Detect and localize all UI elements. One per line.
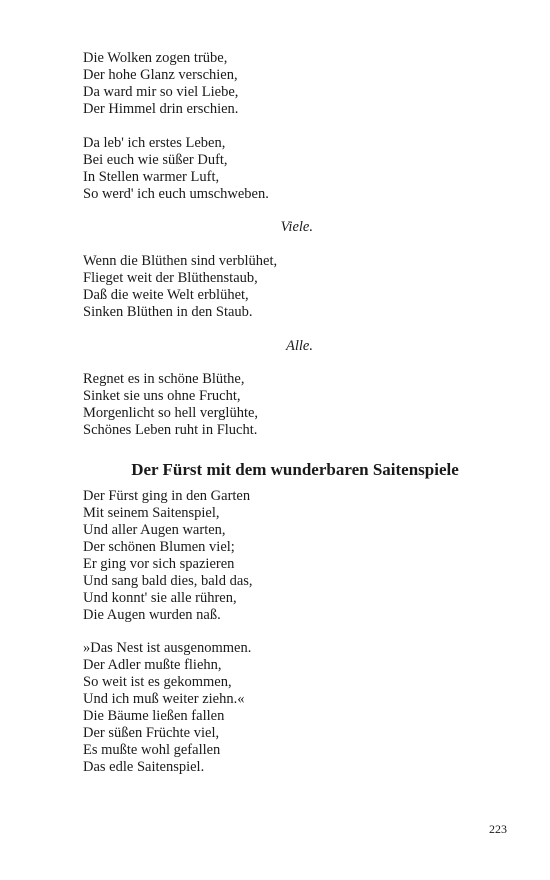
speaker-label-alle: Alle.: [286, 338, 313, 354]
stanza-4: [83, 371, 483, 439]
verse-line: Flieget weit der Blüthenstaub,: [83, 270, 258, 286]
verse-line: Das edle Saitenspiel.: [83, 759, 205, 775]
speaker-label-viele: Viele.: [280, 219, 313, 235]
verse-line: Die Wolken zogen trübe,: [83, 50, 228, 66]
verse-line: Und aller Augen warten,: [83, 522, 226, 538]
verse-line: Sinket sie uns ohne Frucht,: [83, 388, 241, 404]
verse-line: Und konnt' sie alle rühren,: [83, 590, 237, 606]
verse-line: Die Augen wurden naß.: [83, 607, 221, 623]
stanza-6: [83, 640, 483, 776]
verse-line: Daß die weite Welt erblühet,: [83, 287, 249, 303]
verse-line: Da ward mir so viel Liebe,: [83, 84, 239, 100]
verse-line: Schönes Leben ruht in Flucht.: [83, 422, 258, 438]
verse-line: Der Fürst ging in den Garten: [83, 488, 251, 504]
verse-line: Er ging vor sich spazieren: [83, 556, 235, 572]
verse-line: Die Bäume ließen fallen: [83, 708, 225, 724]
verse-line: So werd' ich euch umschweben.: [83, 186, 269, 202]
verse-line: Der süßen Früchte viel,: [83, 725, 220, 741]
verse-line: So weit ist es gekommen,: [83, 674, 232, 690]
verse-line: Wenn die Blüthen sind verblühet,: [83, 253, 278, 269]
verse-line: »Das Nest ist ausgenommen.: [83, 640, 252, 656]
verse-line: Und sang bald dies, bald das,: [83, 573, 253, 589]
verse-line: In Stellen warmer Luft,: [83, 169, 220, 185]
stanza-3: [83, 253, 483, 321]
verse-line: Morgenlicht so hell verglühte,: [83, 405, 259, 421]
poem-title: Der Fürst mit dem wunderbaren Saitenspiele: [131, 460, 459, 479]
verse-line: Der hohe Glanz verschien,: [83, 67, 238, 83]
stanza-1: [83, 50, 483, 118]
verse-line: Bei euch wie süßer Duft,: [83, 152, 228, 168]
verse-line: Der Himmel drin erschien.: [83, 101, 239, 117]
stanza-5: [83, 488, 483, 624]
verse-line: Da leb' ich erstes Leben,: [83, 135, 226, 151]
verse-line: Mit seinem Saitenspiel,: [83, 505, 220, 521]
page-number: 223: [489, 822, 507, 836]
verse-line: Sinken Blüthen in den Staub.: [83, 304, 253, 320]
stanza-2: [83, 135, 483, 203]
verse-line: Und ich muß weiter ziehn.«: [83, 691, 245, 707]
verse-line: Der Adler mußte fliehn,: [83, 657, 222, 673]
verse-line: Der schönen Blumen viel;: [83, 539, 235, 555]
verse-line: Es mußte wohl gefallen: [83, 742, 221, 758]
verse-line: Regnet es in schöne Blüthe,: [83, 371, 245, 387]
